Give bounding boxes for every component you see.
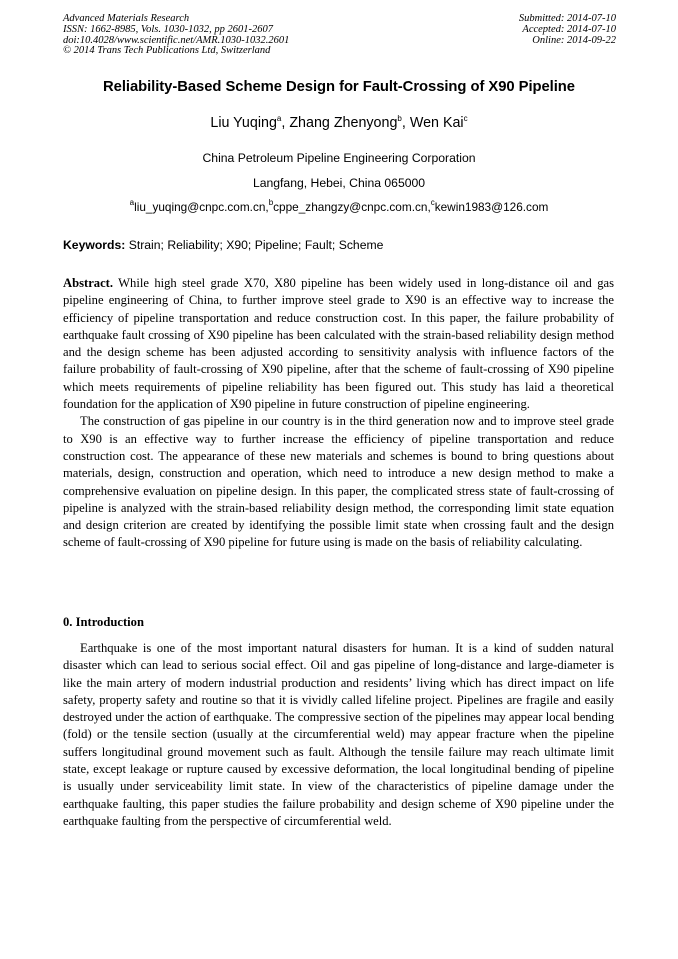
email-address[interactable]: liu_yuqing@cnpc.com.cn [134,200,266,214]
email-mark: a [129,198,135,207]
issn-line: ISSN: 1662-8985, Vols. 1030-1032, pp 2601-2607 [63,23,273,35]
abstract-text: While high steel grade X70, X80 pipeline has been widely used in long-distance oil and gas pipeline engineering of China, to further improve steel grade to X90 is an effective way to increase the efficiency of pipeline transportation and reduce construction cost. In this paper, the failure probability of earthquake fault crossing of X90 pipeline has been calculated with the strain-based reliability design method and the design scheme has been adjusted according to sensitivity analysis with influence factors of the failure probability of fault-crossing of X90 pipeline, after that the scheme of fault-crossing of X90 pipeline which meets requirements of pipeline reliability has been figured out. This study has laid a theoretical foundation for the application of X90 pipeline in future construction of pipeline engineering. [63,276,614,412]
author-affil-mark: c [463,114,468,123]
abstract-paragraph [63,275,614,413]
email-mark: b [268,198,274,207]
submitted-date: Submitted: 2014-07-10 [518,13,616,24]
email-separator: , [427,200,431,214]
introduction-section [63,640,614,830]
keywords-label: Keywords: [63,238,126,252]
copyright-line: © 2014 Trans Tech Publications Ltd, Switzerland [63,45,271,57]
email-separator: , [265,200,269,214]
online-date: Online: 2014-09-22 [532,34,616,46]
introduction-paragraph: Earthquake is one of the most important natural disasters for human. It is a kind of sudden natural disaster which can lead to serious social effect. Oil and gas pipeline of long-distance and large-diameter is like the main artery of modern industrial production and residents’ living which has direct impact on life safety, property safety and routine so that it is vividly called lifeline project. Pipelines are fragile and easily destroyed under the action of earthquake. The compressive section of the pipelines may appear local bending (fold) or the tensile section (usually at the circumferential weld) may appear fracture when the pipeline suffers longitudinal ground movement such as fault. Although the tensile failure may reach ultimate limit state, except leakage or rupture caused by excessive deformation, the local longitudinal bending of pipeline is usually under serviceability limit state. In view of the characteristics of pipeline damage under the earthquake faulting, this paper studies the failure probability and design scheme of X90 pipeline under the earthquake faulting from the perspective of circumferential weld. [63,641,614,828]
author-affil-mark: b [397,114,402,123]
email-address[interactable]: kewin1983@126.com [434,200,549,214]
affiliation-location: Langfang, Hebei, China 065000 [252,176,426,190]
accepted-date: Accepted: 2014-07-10 [522,23,616,35]
keywords [63,238,383,252]
publication-dates [519,14,616,46]
keywords-text: Strain; Reliability; X90; Pipeline; Fault; Scheme [128,238,384,252]
email-list [0,200,678,214]
author-affil-mark: a [276,114,282,123]
affiliation-organization: China Petroleum Pipeline Engineering Corporation [202,151,476,165]
author-name: Wen Kai [409,115,464,131]
journal-info [63,14,289,57]
author-name: Zhang Zhenyong [289,115,398,131]
email-mark: c [430,198,435,207]
paper-title: Reliability-Based Scheme Design for Fault-Crossing of X90 Pipeline [103,79,575,95]
author-separator: , [281,115,290,131]
abstract-label: Abstract. [63,276,114,290]
author-list [0,115,678,131]
journal-name: Advanced Materials Research [63,13,190,24]
abstract-section [63,275,614,552]
section-heading-introduction: 0. Introduction [63,615,144,629]
author-name: Liu Yuqing [210,115,277,131]
doi-line: doi:10.4028/www.scientific.net/AMR.1030-1032.2601 [63,34,290,46]
author-separator: , [401,115,410,131]
email-address[interactable]: cppe_zhangzy@cnpc.com.cn [273,200,428,214]
abstract-paragraph-2: The construction of gas pipeline in our country is in the third generation now and to improve steel grade to X90 is an effective way to further increase the efficiency of pipeline transportation and reduce construction cost. The appearance of these new materials and schemes is bound to bring questions about materials, design, construction and operation, which need to introduce a new design method to make a comprehensive evaluation on pipeline design. In this paper, the complicated stress state of fault-crossing of pipeline is analyzed with the strain-based reliability design method, the corresponding limit state equation and design criterion are created by identifying the possible limit state when crossing fault and the design scheme of fault-crossing of X90 pipeline for future using is made on the basis of reliability calculating. [63,414,614,550]
